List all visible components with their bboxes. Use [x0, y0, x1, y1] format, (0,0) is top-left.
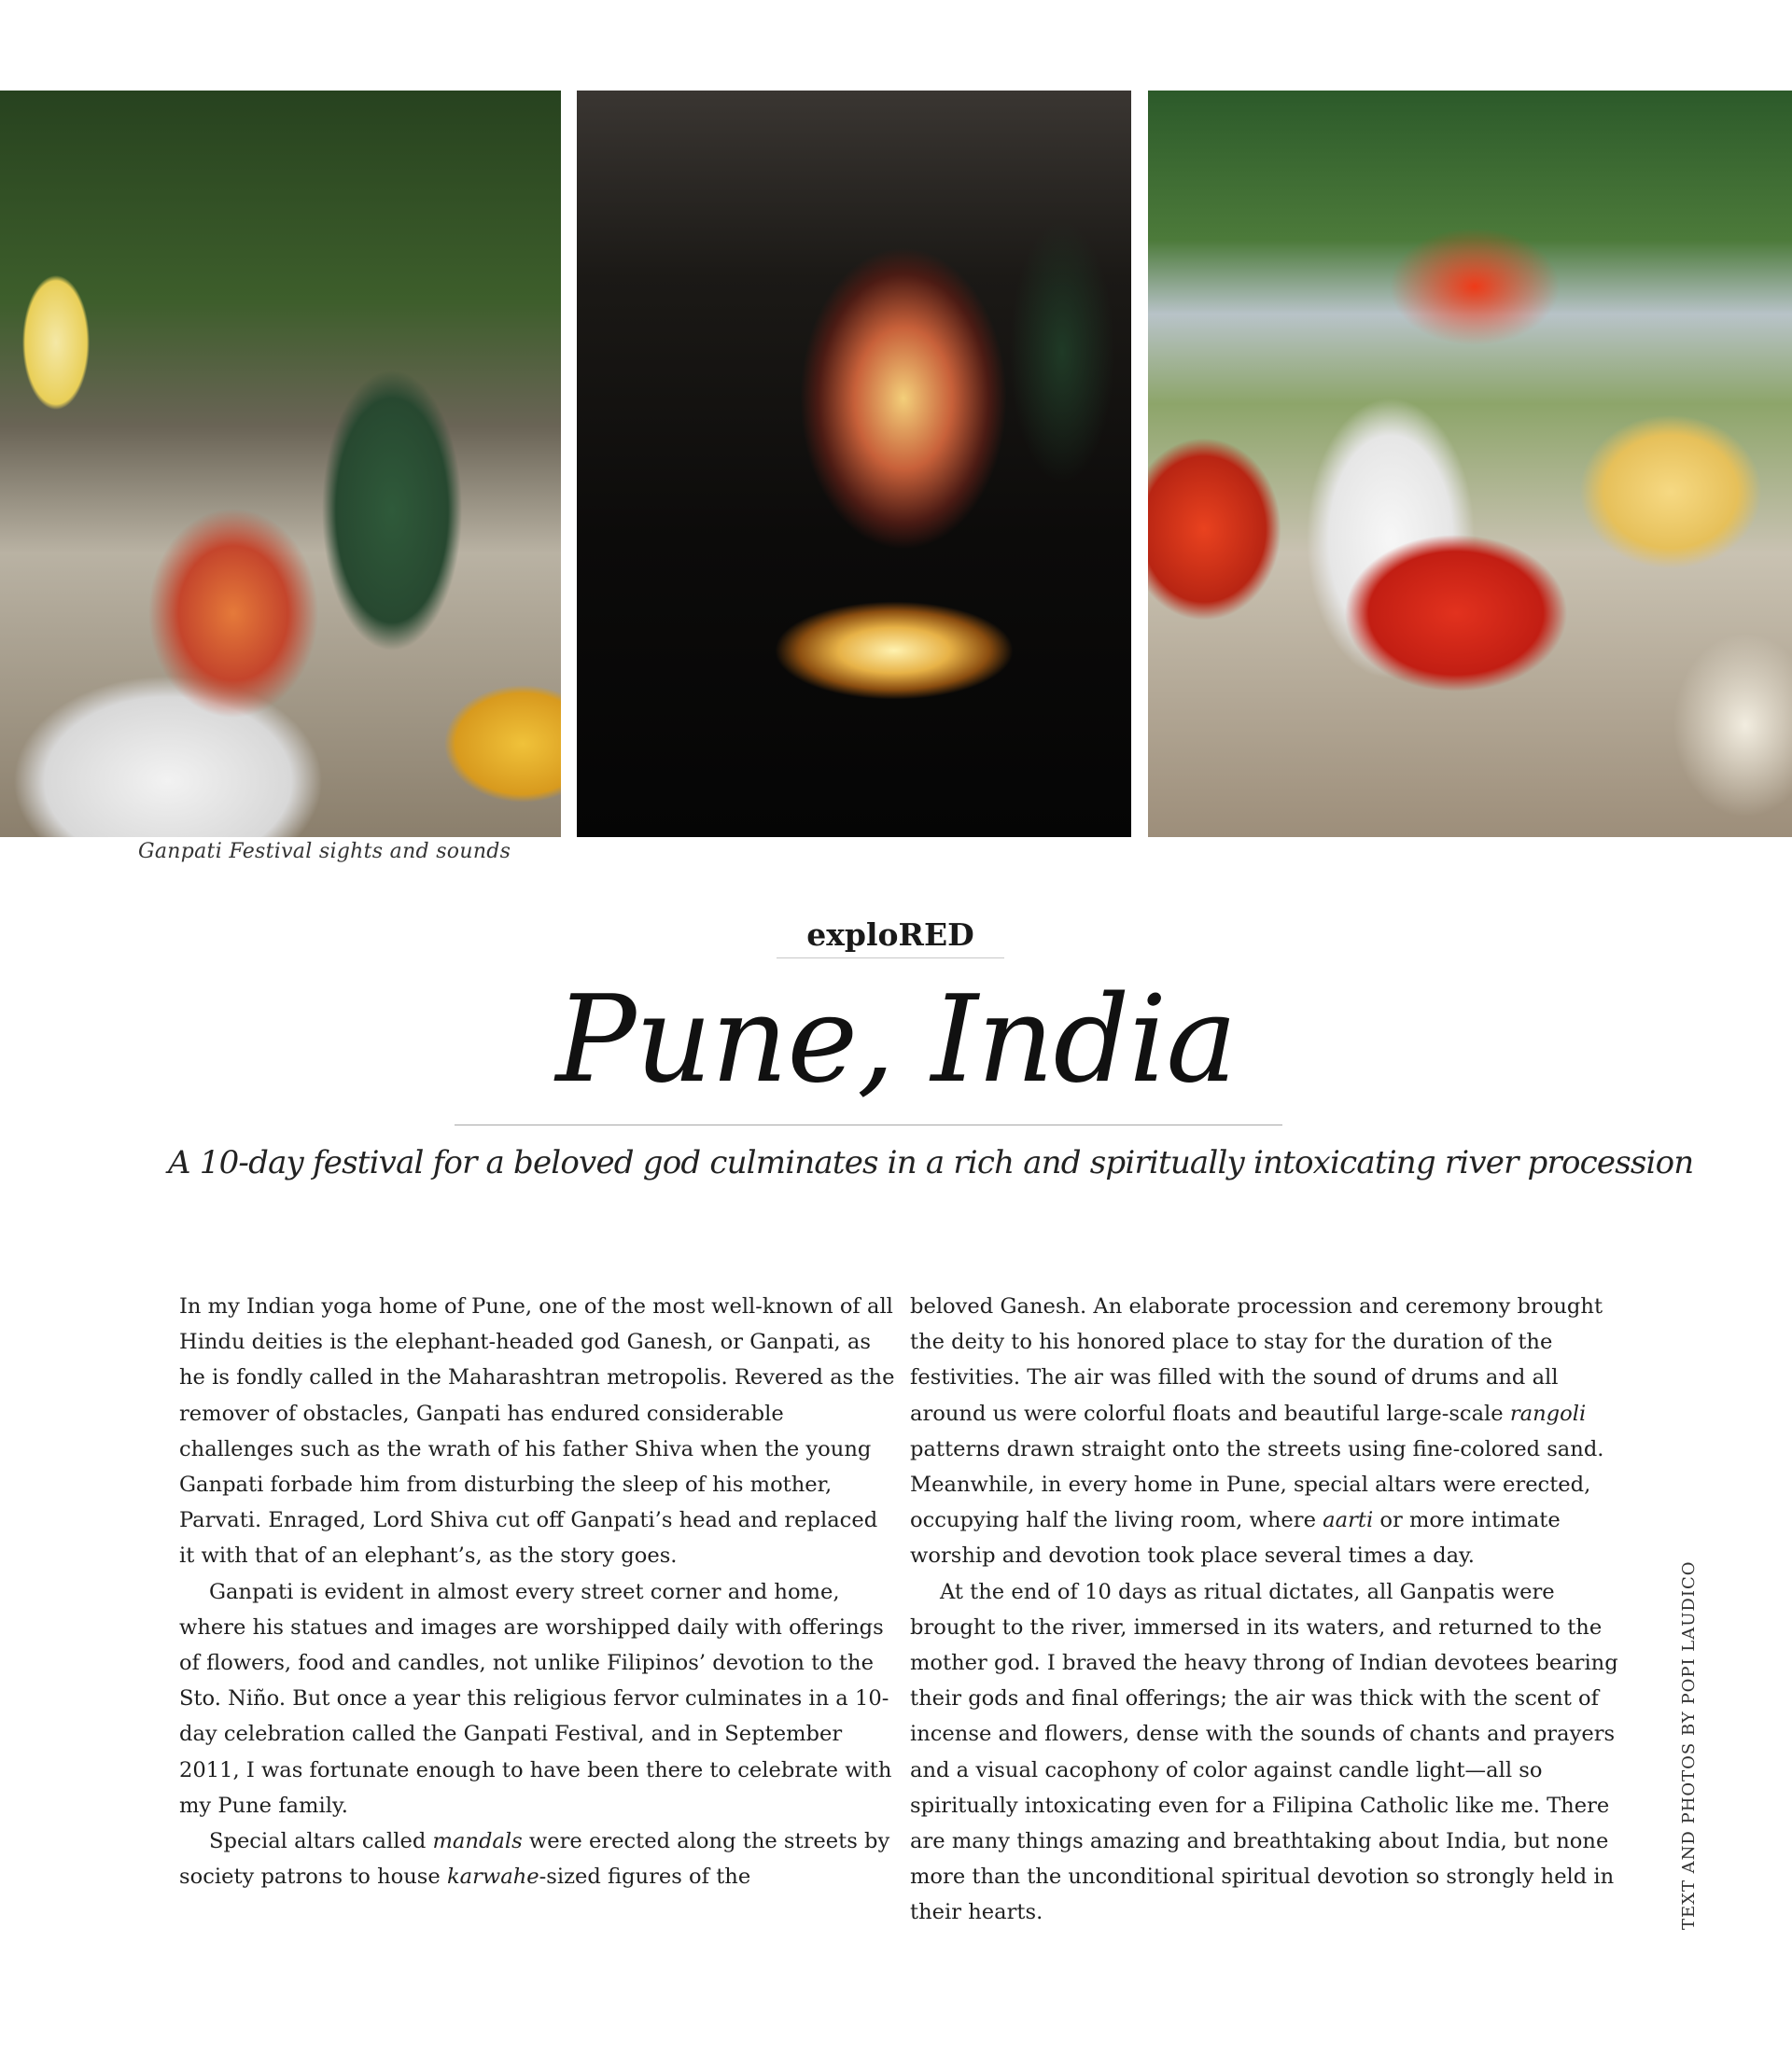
section-tag: exploRED [806, 916, 974, 953]
article-column-left [179, 1289, 898, 1894]
text-run: were erected along the streets by society patrons to house [179, 1829, 890, 1890]
photo-ganesh-idol-candle [577, 91, 1131, 837]
italic-term: rangoli [1509, 1401, 1587, 1426]
section-rule [777, 957, 1004, 958]
paragraph: In my Indian yoga home of Pune, one of the most well-known of all Hindu deities is the elephant-headed god Ganesh, or Ganpati, as he is fondly called in the Maharashtran metropolis. Revered as the remover of obstacles, Ganpati has endured considerable challenges such as the wrath of his father Shiva when the young Ganpati forbade him from disturbing the sleep of his mother, Parvati. Enraged, Lord Shiva cut off Ganpati’s head and replaced it with that of an elephant’s, as the story goes. [179, 1294, 895, 1569]
photo-credit: TEXT AND PHOTOS BY POPI LAUDICO [1679, 1560, 1699, 1930]
article-column-right [910, 1289, 1629, 1931]
text-run: Special altars called [209, 1829, 433, 1854]
italic-term: aarti [1323, 1508, 1374, 1533]
text-run: patterns drawn straight onto the streets using fine-colored sand. Meanwhile, in every home in Pune, special altars were erected, occupying half the living room, where [910, 1436, 1604, 1533]
italic-term: karwahe [446, 1865, 539, 1890]
italic-term: mandals [432, 1829, 523, 1854]
paragraph [179, 1823, 898, 1894]
photo-caption: Ganpati Festival sights and sounds [138, 840, 511, 863]
paragraph [910, 1289, 1629, 1574]
text-run: -sized figures of the [539, 1865, 751, 1890]
subtitle: A 10-day festival for a beloved god culminates in a rich and spiritually intoxicating river procession [168, 1144, 1694, 1181]
text-run: or more intimate worship and devotion took place several times a day. [910, 1508, 1561, 1569]
photo-ganpati-procession [0, 91, 561, 837]
page-title: Pune, India [555, 971, 1237, 1110]
paragraph: At the end of 10 days as ritual dictates, all Ganpatis were brought to the river, immersed in its waters, and returned to the mother god. I braved the heavy throng of Indian devotees bearing their gods and final offerings; the air was thick with the scent of incense and flowers, dense with the sounds of chants and prayers and a visual cacophony of color against candle light—all so spiritually intoxicating even for a Filipina Catholic like me. There are many things amazing and breathtaking about India, but none more than the unconditional spiritual devotion so strongly held in their hearts. [910, 1579, 1618, 1925]
paragraph: Ganpati is evident in almost every street corner and home, where his statues and images are worshipped daily with offerings of flowers, food and candles, not unlike Filipinos’ devotion to the Sto. Niño. But once a year this religious fervor culminates in a 10-day celebration called the Ganpati Festival, and in September 2011, I was fortunate enough to have been there to celebrate with my Pune family. [179, 1579, 892, 1818]
photo-drummers [1148, 91, 1792, 837]
text-run: beloved Ganesh. An elaborate procession and ceremony brought the deity to his honored place to stay for the duration of the festivities. The air was filled with the sound of drums and all around us were colorful floats and beautiful large-scale [910, 1294, 1603, 1426]
